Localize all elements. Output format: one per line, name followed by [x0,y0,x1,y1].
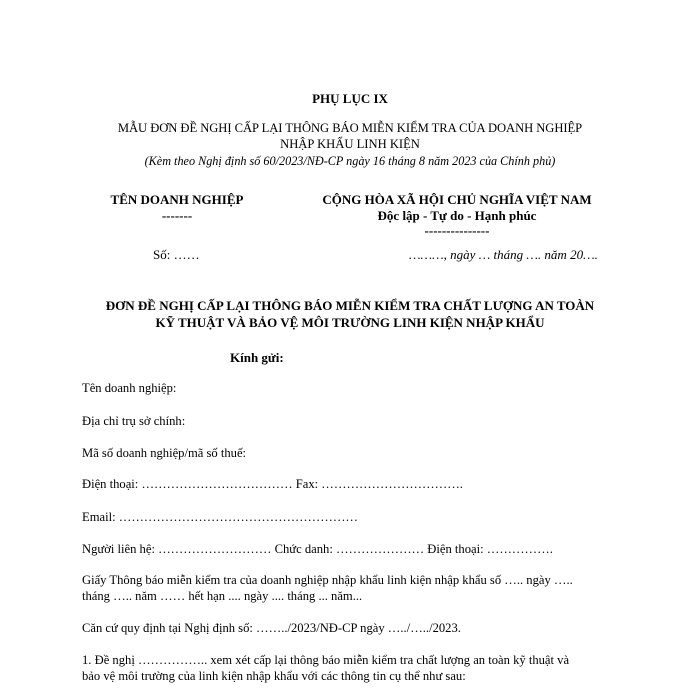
request-line2: bảo vệ môi trường của linh kiện nhập khẩu với các thông tin cụ thể như sau: [82,669,466,683]
field-tax-code: Mã số doanh nghiệp/mã số thuế: [82,446,247,460]
field-contact: Người liên hệ: ……………………… Chức danh: ………………… Điện thoại: ……………. [82,542,553,556]
field-email: Email: ………………………………………………… [82,510,359,524]
field-certificate-line2: tháng ….. năm …… hết hạn .... ngày .... tháng ... năm... [82,589,363,603]
enterprise-name-heading: TÊN DOANH NGHIỆP [110,192,244,207]
field-certificate-line1: Giấy Thông báo miễn kiểm tra của doanh nghiệp nhập khẩu linh kiện nhập khẩu số ….. ngày ….. [82,573,573,587]
field-legal-basis: Căn cứ quy định tại Nghị định số: ……../2023/NĐ-CP ngày …../…../2023. [82,621,461,635]
left-separator: ------- [161,208,193,223]
form-title-line2: NHẬP KHẨU LINH KIỆN [280,137,420,151]
appendix-heading: PHỤ LỤC IX [312,91,388,106]
greeting: Kính gửi: [230,350,284,365]
field-phone-fax: Điện thoại: ……………………………… Fax: ……………………………. [82,477,463,491]
date-line: ………, ngày … tháng …. năm 20…. [409,247,598,262]
right-separator: --------------- [424,223,490,238]
request-line1: 1. Đề nghị …………….. xem xét cấp lại thông báo miễn kiểm tra chất lượng an toàn kỹ thuật và [82,653,570,667]
form-title-line1: MẪU ĐƠN ĐỀ NGHỊ CẤP LẠI THÔNG BÁO MIỄN KIỂM TRA CỦA DOANH NGHIỆP [117,121,583,135]
motto: Độc lập - Tự do - Hạnh phúc [377,208,537,223]
field-head-office: Địa chỉ trụ sở chính: [82,414,186,428]
document-title-line2: KỸ THUẬT VÀ BẢO VỆ MÔI TRƯỜNG LINH KIỆN NHẬP KHẨU [155,315,545,330]
country-heading: CỘNG HÒA XÃ HỘI CHỦ NGHĨA VIỆT NAM [322,192,592,207]
document-number: Số: …… [153,247,200,262]
attachment-note: (Kèm theo Nghị định số 60/2023/NĐ-CP ngày 16 tháng 8 năm 2023 của Chính phủ) [144,154,556,168]
document-title-line1: ĐƠN ĐỀ NGHỊ CẤP LẠI THÔNG BÁO MIỄN KIỂM TRA CHẤT LƯỢNG AN TOÀN [105,298,595,313]
field-enterprise-name: Tên doanh nghiệp: [82,381,177,395]
